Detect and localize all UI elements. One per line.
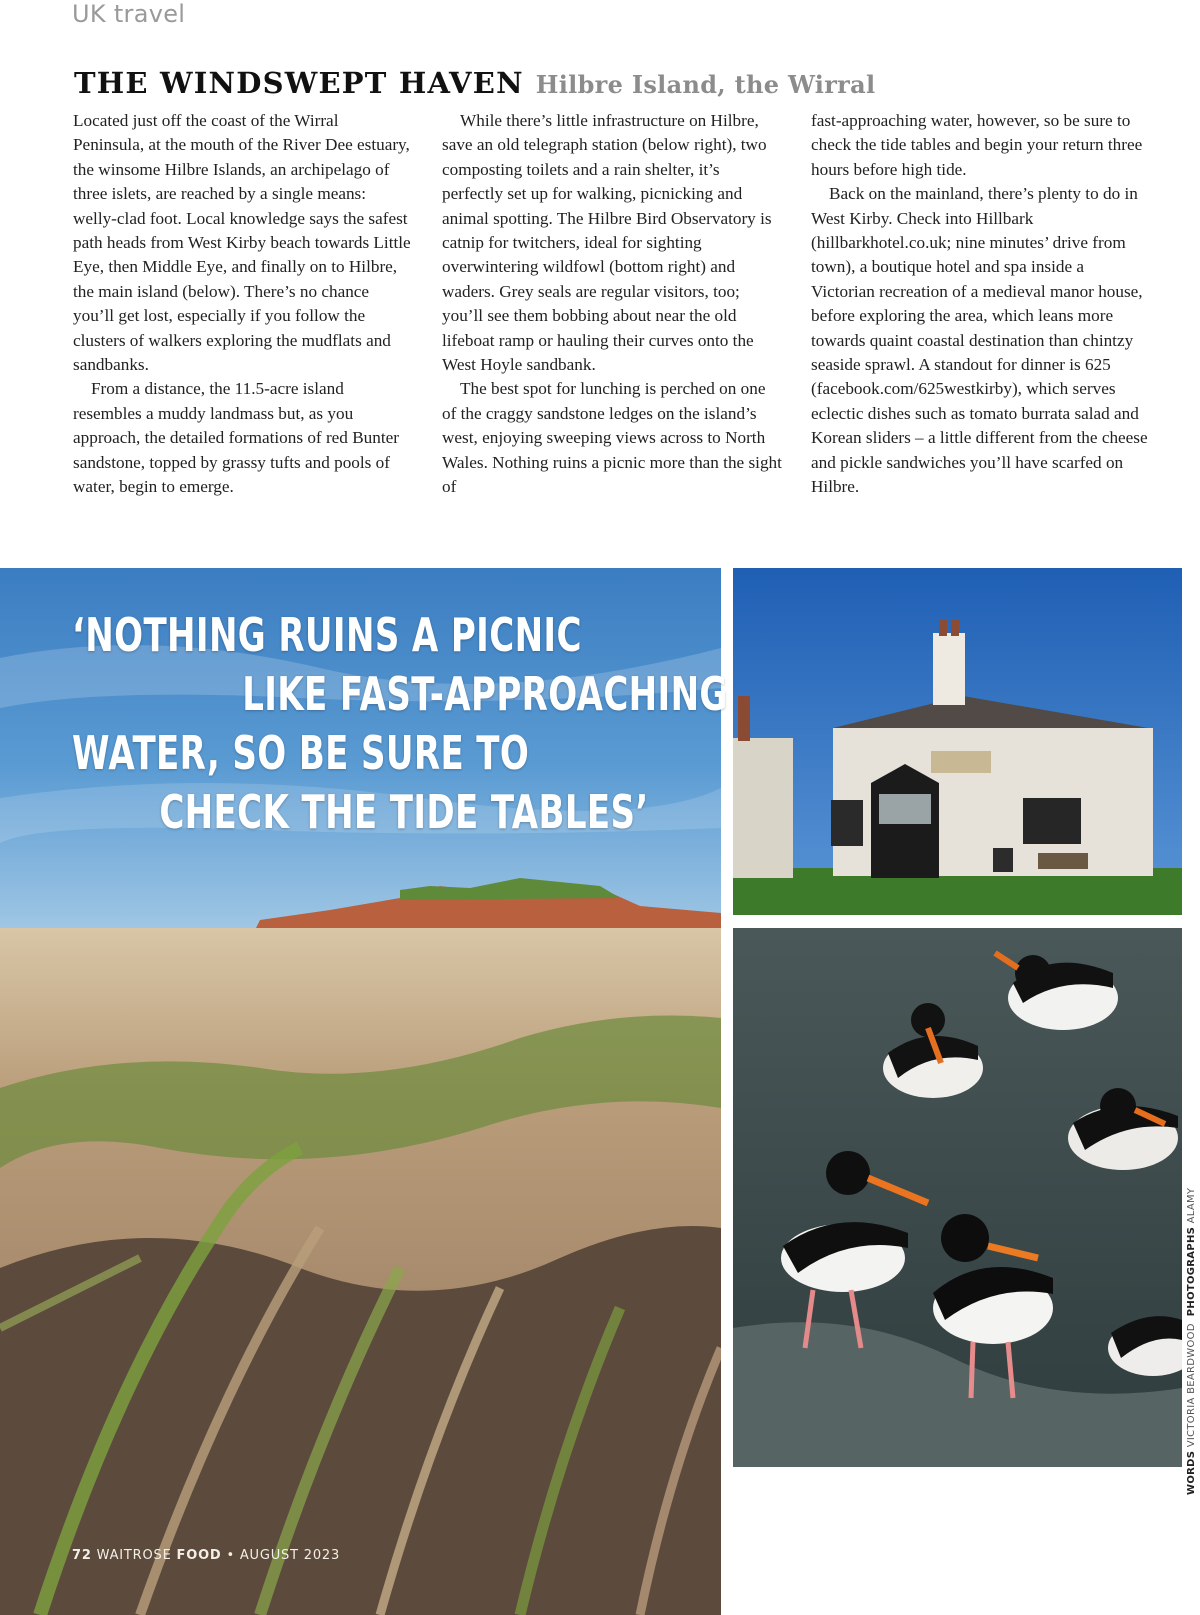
body-column-1 xyxy=(73,109,413,500)
pull-quote-line: WATER, SO BE SURE TO xyxy=(72,726,530,780)
words-author: VICTORIA BEARDWOOD xyxy=(1186,1323,1197,1448)
body-column-3 xyxy=(811,109,1151,500)
body-column-2 xyxy=(442,109,782,500)
photographs-source: ALAMY xyxy=(1186,1187,1197,1224)
words-label: WORDS xyxy=(1186,1450,1197,1495)
pull-quote-line: LIKE FAST-APPROACHING xyxy=(242,667,728,721)
section-label: UK travel xyxy=(72,0,186,28)
publication-prefix: WAITROSE xyxy=(96,1548,172,1563)
oystercatchers-photo xyxy=(733,928,1182,1467)
footer-separator: • xyxy=(226,1548,235,1563)
photographs-label: PHOTOGRAPHS xyxy=(1186,1226,1197,1317)
page-footer xyxy=(72,1548,340,1563)
paragraph: The best spot for lunching is perched on one of the craggy sandstone ledges on the island’s west, enjoying sweeping views across to North Wales. Nothing ruins a picnic more than the sight of xyxy=(442,379,782,497)
headline-location: Hilbre Island, the Wirral xyxy=(535,70,876,99)
pull-quote xyxy=(72,606,728,842)
publication-suffix: FOOD xyxy=(176,1548,222,1563)
telegraph-station-photo xyxy=(733,568,1182,915)
paragraph: Back on the mainland, there’s plenty to do in West Kirby. Check into Hillbark (hillbarkhotel.co.uk; nine minutes’ drive from town), a boutique hotel and spa inside a Victorian recreation of a medieval manor house, before exploring the area, which leans more towards quaint coastal destination than chintzy seaside sprawl. A standout for dinner is 625 (facebook.com/625westkirby), which serves eclectic dishes such as tomato burrata salad and Korean sliders – a little different from the cheese and pickle sandwiches you’ll have scarfed on Hilbre. xyxy=(811,184,1148,497)
pull-quote-line: ‘NOTHING RUINS A PICNIC xyxy=(72,608,582,662)
telegraph-station-illustration xyxy=(733,568,1182,915)
page-number: 72 xyxy=(72,1548,92,1563)
credits xyxy=(1186,1188,1197,1495)
issue-date: AUGUST 2023 xyxy=(239,1548,341,1563)
article-headline xyxy=(74,66,875,100)
paragraph: fast-approaching water, however, so be sure to check the tide tables and begin your return three hours before high tide. xyxy=(811,111,1143,179)
headline-title: THE WINDSWEPT HAVEN xyxy=(74,66,524,100)
paragraph: While there’s little infrastructure on Hilbre, save an old telegraph station (below right), two composting toilets and a rain shelter, it’s perfectly set up for walking, picnicking and animal spotting. The Hilbre Bird Observatory is catnip for twitchers, ideal for sighting overwintering wildfowl (bottom right) and waders. Grey seals are regular visitors, too; you’ll see them bobbing about near the old lifeboat ramp or hauling their curves onto the West Hoyle sandbank. xyxy=(442,111,772,375)
pull-quote-line: CHECK THE TIDE TABLES’ xyxy=(159,785,649,839)
paragraph: From a distance, the 11.5-acre island resembles a muddy landmass but, as you approach, the detailed formations of red Bunter sandstone, topped by grassy tufts and pools of water, begin to emerge. xyxy=(73,379,399,497)
oystercatchers-illustration xyxy=(733,928,1182,1467)
paragraph: Located just off the coast of the Wirral Peninsula, at the mouth of the River Dee estuary, the winsome Hilbre Islands, an archipelago of three islets, are reached by a single means: welly-clad foot. Local knowledge says the safest path heads from West Kirby beach towards Little Eye, then Middle Eye, and finally on to Hilbre, the main island (below). There’s no chance you’ll get lost, especially if you follow the clusters of walkers exploring the mudflats and sandbanks. xyxy=(73,111,411,375)
